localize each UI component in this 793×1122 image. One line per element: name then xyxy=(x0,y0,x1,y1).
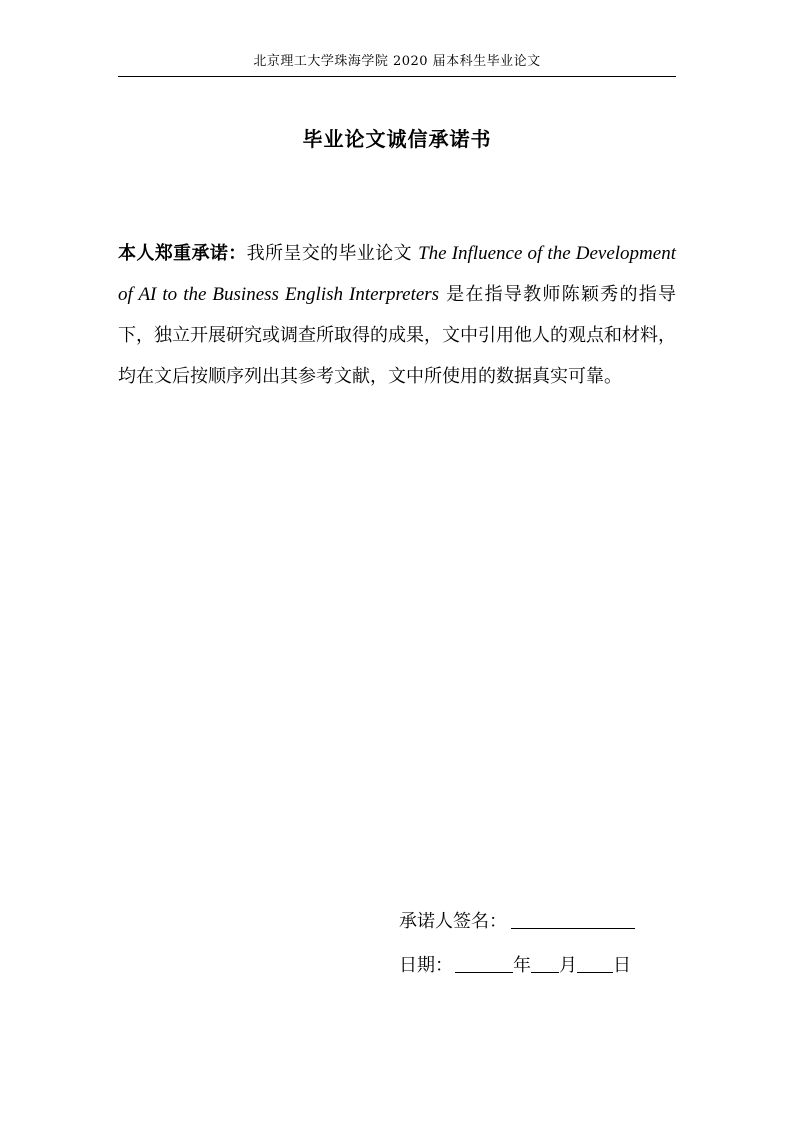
month-label: 月 xyxy=(559,955,577,976)
year-label: 年 xyxy=(513,955,531,976)
year-blank[interactable] xyxy=(455,952,513,973)
day-blank[interactable] xyxy=(577,952,613,973)
thesis-title: The Influence of the Development of AI to the Business English Interpreters xyxy=(118,243,676,305)
running-header: 北京理工大学珠海学院 2020 届本科生毕业论文 xyxy=(253,54,541,69)
pledge-paragraph xyxy=(118,233,676,397)
signer-label: 承诺人签名： xyxy=(399,911,507,932)
signature-line[interactable] xyxy=(511,908,635,929)
pledge-rest: 是在指导教师陈颖秀的指导下，独立开展研究或调查所取得的成果，文中引用他人的观点和材料，均在文后按顺序列出其参考文献，文中所使用的数据真实可靠。 xyxy=(118,284,676,387)
header-divider xyxy=(118,76,676,77)
month-blank[interactable] xyxy=(531,952,559,973)
page-title: 毕业论文诚信承诺书 xyxy=(302,127,492,151)
pledge-lead: 本人郑重承诺： xyxy=(118,243,247,264)
date-row xyxy=(399,944,635,988)
signer-row xyxy=(399,900,635,944)
date-label: 日期： xyxy=(399,955,453,976)
day-label: 日 xyxy=(613,955,631,976)
pledge-intro: 我所呈交的毕业论文 xyxy=(246,243,419,264)
signature-block xyxy=(399,900,635,988)
